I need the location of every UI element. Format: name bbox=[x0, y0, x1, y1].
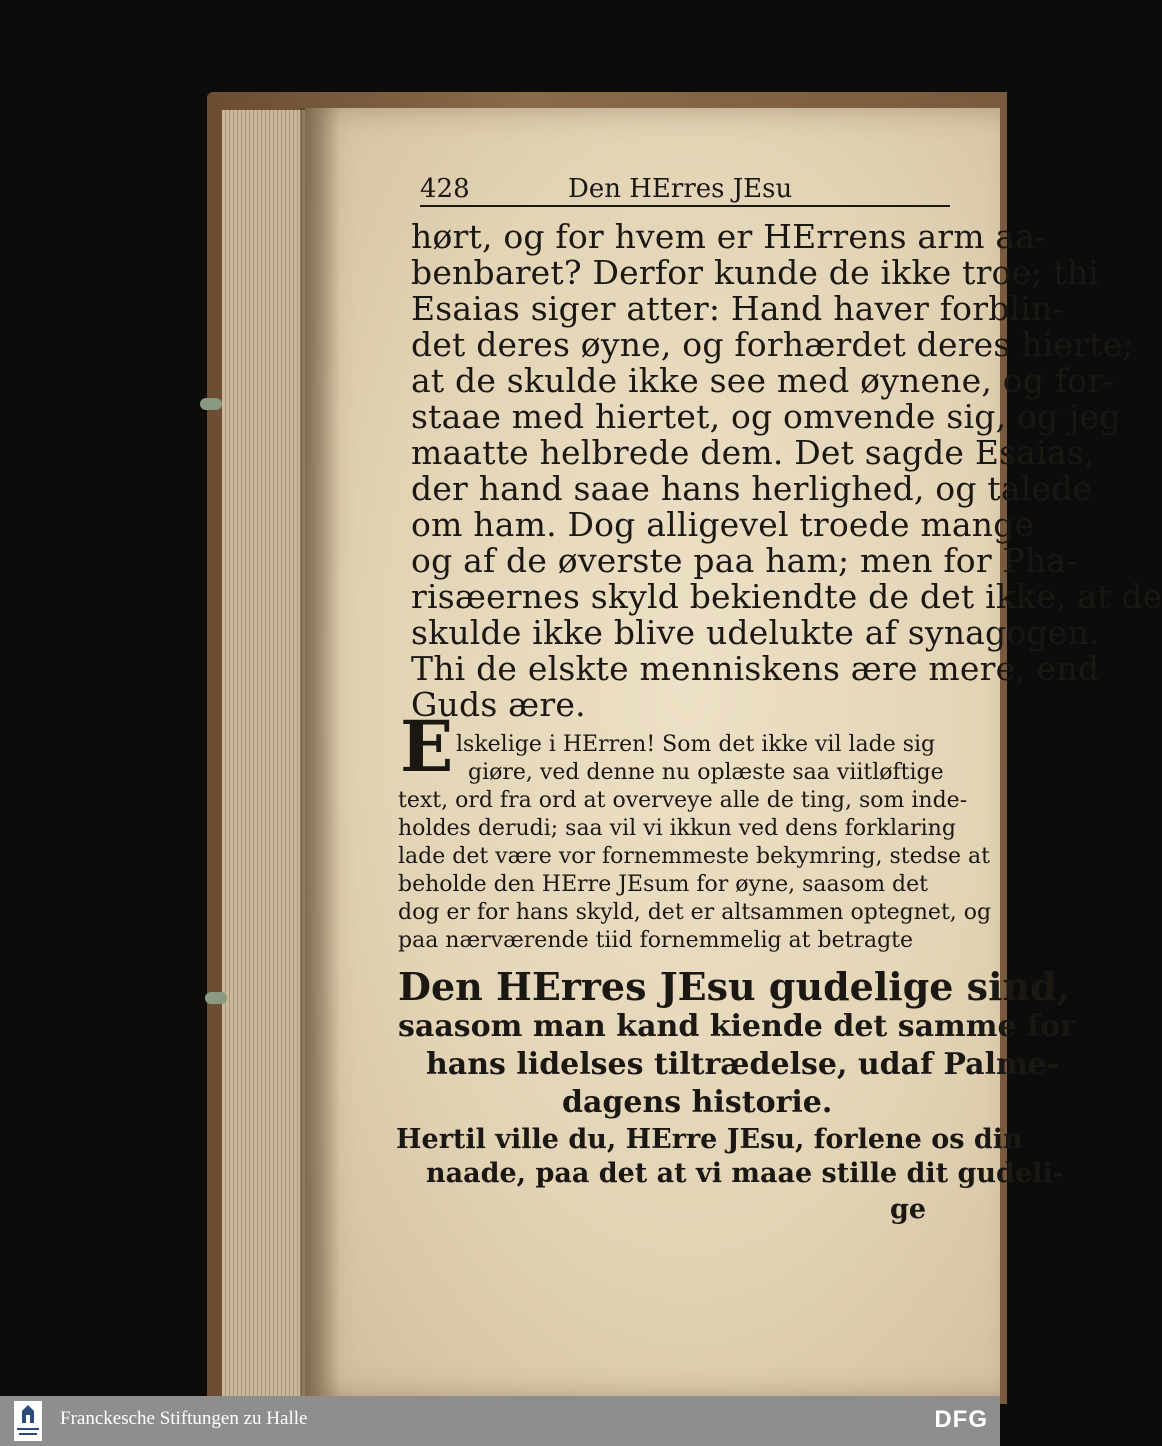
prayer-line-2: naade, paa det at vi maae stille dit gudeli- bbox=[426, 1158, 1064, 1189]
body-line-5: at de skulde ikke see med øynene, og for- bbox=[411, 361, 1115, 400]
para-line-6: beholde den HErre JEsum for øyne, saasom det bbox=[398, 872, 928, 897]
body-line-11: risæernes skyld bekiendte de det ikke, at de bbox=[411, 577, 1162, 616]
body-line-6: staae med hiertet, og omvende sig, og jeg bbox=[411, 397, 1121, 436]
para-line-2: giøre, ved denne nu oplæste saa viitløftige bbox=[468, 760, 944, 785]
body-line-9: om ham. Dog alligevel troede mange bbox=[411, 505, 1035, 544]
viewer-footer bbox=[0, 1396, 1000, 1446]
para-line-3: text, ord fra ord at overveye alle de ting, som inde- bbox=[398, 788, 968, 813]
body-line-10: og af de øverste paa ham; men for Pha- bbox=[411, 541, 1078, 580]
para-line-8: paa nærværende tiid fornemmelig at betragte bbox=[398, 928, 914, 953]
page-gutter-shadow bbox=[300, 108, 340, 1398]
institution-name: Franckesche Stiftungen zu Halle bbox=[60, 1408, 308, 1429]
section-heading-line-3: hans lidelses tiltrædelse, udaf Palme- bbox=[426, 1047, 1060, 1082]
para-line-1: lskelige i HErren! Som det ikke vil lade sig bbox=[456, 732, 936, 757]
body-line-1: hørt, og for hvem er HErrens arm aa- bbox=[411, 217, 1047, 256]
page-number: 428 bbox=[420, 174, 470, 204]
para-line-7: dog er for hans skyld, det er altsammen optegnet, og bbox=[398, 900, 992, 925]
body-line-7: maatte helbrede dem. Det sagde Esaias, bbox=[411, 433, 1095, 472]
francke-logo-icon bbox=[14, 1401, 42, 1441]
binding-tie-top bbox=[200, 398, 222, 410]
section-heading-line-2: saasom man kand kiende det samme for bbox=[398, 1009, 1076, 1044]
header-rule bbox=[420, 205, 950, 207]
body-line-8: der hand saae hans herlighed, og talede bbox=[411, 469, 1093, 508]
prayer-line-1: Hertil ville du, HErre JEsu, forlene os din bbox=[396, 1124, 1023, 1155]
body-line-12: skulde ikke blive udelukte af synagogen. bbox=[411, 613, 1100, 652]
para-line-5: lade det være vor fornemmeste bekymring, stedse at bbox=[398, 844, 990, 869]
body-line-14: Guds ære. bbox=[411, 685, 586, 724]
para-line-4: holdes derudi; saa vil vi ikkun ved dens forklaring bbox=[398, 816, 956, 841]
body-line-3: Esaias siger atter: Hand haver forblin- bbox=[411, 289, 1064, 328]
section-heading-line-4: dagens historie. bbox=[562, 1085, 833, 1120]
body-line-4: det deres øyne, og forhærdet deres hierte; bbox=[411, 325, 1134, 364]
catchword: ge bbox=[890, 1194, 927, 1225]
body-line-2: benbaret? Derfor kunde de ikke troe; thi bbox=[411, 253, 1100, 292]
section-heading-line-1: Den HErres JEsu gudelige sind, bbox=[398, 964, 1070, 1009]
dfg-logo: DFG bbox=[934, 1406, 988, 1433]
binding-tie-bottom bbox=[205, 992, 227, 1004]
body-line-13: Thi de elskte menniskens ære mere, end bbox=[411, 649, 1100, 688]
running-head: Den HErres JEsu bbox=[568, 174, 793, 204]
drop-cap: E bbox=[400, 705, 454, 788]
